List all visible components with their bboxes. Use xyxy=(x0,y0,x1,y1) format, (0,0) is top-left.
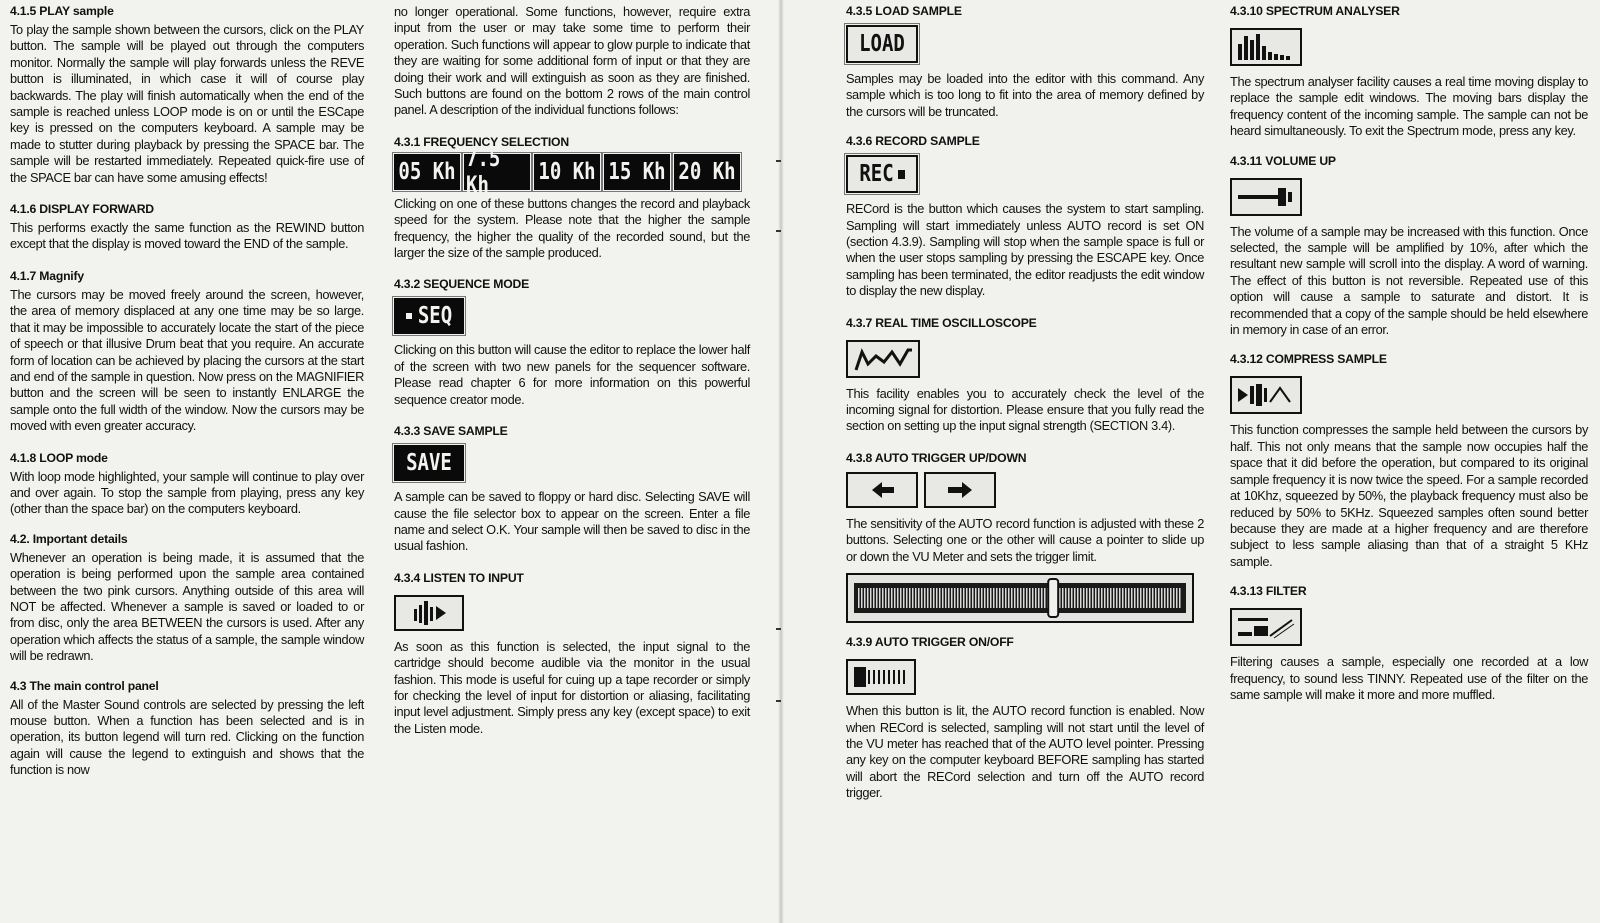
vu-meter-tick xyxy=(930,588,932,608)
vu-meter-tick xyxy=(954,588,956,608)
vu-meter-tick xyxy=(1032,588,1034,608)
volume-up-button[interactable] xyxy=(1230,178,1302,216)
vu-meter-tick xyxy=(1137,588,1139,608)
vu-meter-tick xyxy=(903,588,905,608)
vu-meter-tick xyxy=(1149,588,1151,608)
vu-meter-tick xyxy=(942,588,944,608)
compress-button[interactable] xyxy=(1230,376,1302,414)
column-2 xyxy=(394,4,750,737)
heading-4-3: 4.3 The main control panel xyxy=(10,678,159,693)
vu-meter-tick xyxy=(933,588,935,608)
listen-button[interactable] xyxy=(394,595,464,631)
arrow-right-icon xyxy=(926,474,994,506)
frequency-button-row xyxy=(394,145,750,199)
oscilloscope-button[interactable] xyxy=(846,340,920,378)
vu-meter-tick xyxy=(1098,588,1100,608)
seq-button[interactable]: SEQ xyxy=(394,298,464,334)
spectrum-button[interactable] xyxy=(1230,28,1302,66)
vu-meter-tick xyxy=(1143,588,1145,608)
vu-meter-tick xyxy=(1152,588,1154,608)
heading-4-3-2: 4.3.2 SEQUENCE MODE xyxy=(394,277,530,292)
compress-icon xyxy=(1232,378,1300,412)
vu-meter-tick xyxy=(924,588,926,608)
volume-slider-icon xyxy=(1232,180,1300,214)
save-button[interactable]: SAVE xyxy=(394,445,464,481)
vu-meter-tick xyxy=(1008,588,1010,608)
vu-meter-tick xyxy=(876,588,878,608)
paragraph-4-3-8: The sensitivity of the AUTO record function is adjusted with these 2 buttons. Selecting one or the other will cause a pointer to slide up or down the VU Meter and sets the trigger limit. xyxy=(846,515,1204,564)
vu-meter-tick xyxy=(996,588,998,608)
vu-meter-tick xyxy=(963,588,965,608)
freq-15-button[interactable]: 15 Kh xyxy=(604,154,670,190)
vu-meter-tick xyxy=(921,588,923,608)
vu-meter-tick xyxy=(888,588,890,608)
paragraph-4-3-12: This function compresses the sample held between the cursors by half. This not only means that the sample now occupies half the space that it did before the operation, but compared to its original sample frequency it is now twice the speed. For a sample recorded at 10Khz, squeezed by 50%, the playback frequency must also be reduced by 50% to 5KHz. Squeezed samples often sound better because they are made at a higher frequency and are therefore subject to less sample aliasing than that of a straight 5 KHz sample. xyxy=(1230,422,1588,569)
vu-meter-tick xyxy=(948,588,950,608)
vu-meter-tick xyxy=(966,588,968,608)
oscilloscope-wave-icon xyxy=(848,342,918,376)
heading-4-3-6: 4.3.6 RECORD SAMPLE xyxy=(846,134,980,149)
auto-trigger-icon xyxy=(848,661,914,693)
vu-meter-tick xyxy=(1134,588,1136,608)
vu-meter-tick xyxy=(879,588,881,608)
vu-meter-tick xyxy=(1146,588,1148,608)
vu-meter-tick xyxy=(975,588,977,608)
vu-meter-tick xyxy=(1176,588,1178,608)
vu-meter-tick xyxy=(861,588,863,608)
record-dot-icon xyxy=(898,170,905,179)
vu-meter-tick xyxy=(1014,588,1016,608)
column-3 xyxy=(846,4,1204,802)
vu-meter-tick xyxy=(1116,588,1118,608)
vu-meter-tick xyxy=(882,588,884,608)
freq-7-5-button[interactable]: 7.5 Kh xyxy=(464,154,530,190)
paragraph-4-3-4: As soon as this function is selected, the input signal to the cartridge should become audible via the monitor in the usual fashion. This mode is useful for cuing up a tape recorder or simply for checking the level of input for distortion or aliasing, facilitating input level adjustment. Simply press any key (except space) to exit the Listen mode. xyxy=(394,638,750,736)
vu-meter-tick xyxy=(1023,588,1025,608)
vu-meter-tick xyxy=(1113,588,1115,608)
freq-10-button[interactable]: 10 Kh xyxy=(534,154,600,190)
vu-meter-tick xyxy=(984,588,986,608)
vu-meter-tick xyxy=(1095,588,1097,608)
vu-meter-tick xyxy=(972,588,974,608)
heading-4-3-8: 4.3.8 AUTO TRIGGER UP/DOWN xyxy=(846,450,1027,465)
spectrum-bars-icon xyxy=(1232,30,1300,64)
vu-meter-tick xyxy=(1035,588,1037,608)
vu-meter-tick xyxy=(1128,588,1130,608)
vu-meter-tick xyxy=(1119,588,1121,608)
vu-meter-tick xyxy=(894,588,896,608)
vu-meter-tick xyxy=(990,588,992,608)
heading-4-1-7: 4.1.7 Magnify xyxy=(10,268,84,283)
paragraph-4-3-11: The volume of a sample may be increased with this function. Once selected, the sample will be amplified by 10%, after which the resultant new sample will scroll into the display. A word of warning. The effect of this button is not reversible. Repeated use of this option will cause a sample to saturate and distort. It is recommended that a copy of the sample should be held elsewhere in memory in case of an error. xyxy=(1230,223,1588,338)
vu-meter-tick xyxy=(1089,588,1091,608)
heading-4-3-10: 4.3.10 SPECTRUM ANALYSER xyxy=(1230,4,1400,18)
auto-trigger-button[interactable] xyxy=(846,659,916,695)
vu-meter-tick xyxy=(1017,588,1019,608)
vu-meter-tick xyxy=(1092,588,1094,608)
heading-4-3-9: 4.3.9 AUTO TRIGGER ON/OFF xyxy=(846,635,1014,650)
vu-meter-tick xyxy=(873,588,875,608)
freq-05-button[interactable]: 05 Kh xyxy=(394,154,460,190)
vu-meter-tick xyxy=(1074,588,1076,608)
binding-mark xyxy=(776,628,781,630)
vu-meter-tick xyxy=(945,588,947,608)
vu-meter-tick xyxy=(1044,588,1046,608)
vu-meter-tick xyxy=(909,588,911,608)
binding-mark xyxy=(776,230,781,232)
vu-meter-pointer[interactable] xyxy=(1048,579,1058,617)
paragraph-4-1-5: To play the sample shown between the cursors, click on the PLAY button. The sample will be played out through the computers monitor. Normally the sample will play forwards unless the REVE button is illuminated, in which case it will of course play backwards. The play will finish automatically when the end of the sample is reached unless LOOP mode is on or until the ESCape key is pressed on the computers keyboard. A sample may be made to stutter during playback by pressing the SPACE bar. The sample will be restarted immediately. Repeated quick-fire use of the SPACE bar can have some amusing effects! xyxy=(10,22,364,185)
vu-meter-tick xyxy=(1002,588,1004,608)
column-1 xyxy=(10,4,364,779)
vu-meter-tick xyxy=(1170,588,1172,608)
vu-meter-tick xyxy=(1104,588,1106,608)
vu-meter-tick xyxy=(1068,588,1070,608)
trigger-up-button[interactable] xyxy=(924,472,996,508)
auto-trigger-arrow-row xyxy=(846,472,1204,508)
vu-meter-tick xyxy=(918,588,920,608)
vu-meter-tick xyxy=(891,588,893,608)
vu-meter-tick xyxy=(1077,588,1079,608)
vu-meter-tick xyxy=(1125,588,1127,608)
listen-waveform-icon xyxy=(396,597,462,629)
vu-meter-tick xyxy=(858,588,860,608)
heading-4-1-8: 4.1.8 LOOP mode xyxy=(10,450,108,465)
heading-4-3-1: 4.3.1 FREQUENCY SELECTION xyxy=(394,134,569,149)
vu-meter-tick xyxy=(969,588,971,608)
paragraph-4-3-5: Samples may be loaded into the editor with this command. Any sample which is too long to fit into the area of memory defined by the cursors will be truncated. xyxy=(846,71,1204,119)
vu-meter-tick xyxy=(1167,588,1169,608)
vu-meter-tick xyxy=(1005,588,1007,608)
vu-meter-tick xyxy=(1065,588,1067,608)
vu-meter-tick xyxy=(1080,588,1082,608)
vu-meter-tick xyxy=(1161,588,1163,608)
vu-meter-tick xyxy=(897,588,899,608)
column-4 xyxy=(1230,4,1588,703)
vu-meter-tick xyxy=(1059,588,1061,608)
heading-4-2: 4.2. Important details xyxy=(10,531,128,546)
vu-meter-tick xyxy=(1071,588,1073,608)
paragraph-4-3-9: When this button is lit, the AUTO record function is enabled. Now when RECord is selected, sampling will not start until the level of the VU meter has reached that of the AUTO level pointer. Pressing any key on the computer keyboard BEFORE sampling has started will abort the RECord selection and turn off the AUTO record trigger. xyxy=(846,703,1204,801)
arrow-left-icon xyxy=(848,474,916,506)
freq-20-button[interactable]: 20 Kh xyxy=(674,154,740,190)
vu-meter-tick xyxy=(1158,588,1160,608)
paragraph-4-3-6: RECord is the button which causes the system to start sampling. Sampling will start immediately unless AUTO record is set ON (section 4.3.9). Sampling will stop when the sample space is full or when the user stops sampling by pressing the ESCAPE key. Once sampling has been terminated, the editor readjusts the edit window to display the new display. xyxy=(846,201,1204,299)
vu-meter-tick xyxy=(1155,588,1157,608)
paragraph-4-2: Whenever an operation is being made, it is assumed that the operation is being performed upon the sample area contained between the two pink cursors. Anything outside of this area will NOT be affected. Whenever a sample is saved or loaded to or from disc, only the area BETWEEN the cursors is used. After any operation which affects the status of a sample, the sample window will be redrawn. xyxy=(10,549,364,664)
vu-meter-tick xyxy=(906,588,908,608)
vu-meter-tick xyxy=(1122,588,1124,608)
paragraph-4-3-10: The spectrum analyser facility causes a real time moving display to replace the sample edit windows. The moving bars display the frequency content of the incoming sample. The sample can not be heard simultaneously. To exit the Spectrum mode, press any key. xyxy=(1230,74,1588,139)
vu-meter-tick xyxy=(978,588,980,608)
heading-4-3-3: 4.3.3 SAVE SAMPLE xyxy=(394,424,508,439)
vu-meter-tick xyxy=(912,588,914,608)
paragraph-4-3-2: Clicking on this button will cause the editor to replace the lower half of the screen with two new panels for the sequencer software. Please read chapter 6 for more information on this powerful sequence creator mode. xyxy=(394,342,750,407)
vu-meter-tick xyxy=(1086,588,1088,608)
vu-meter-tick xyxy=(927,588,929,608)
book-gutter xyxy=(778,0,784,923)
vu-meter-tick xyxy=(1062,588,1064,608)
heading-4-1-6: 4.1.6 DISPLAY FORWARD xyxy=(10,202,154,217)
vu-meter-tick xyxy=(1011,588,1013,608)
vu-meter-scale xyxy=(848,575,1192,621)
paragraph-4-3-continued: no longer operational. Some functions, however, require extra input from the user or may take some time to perform their operation. Such functions will appear to glow purple to indicate that they are waiting for some additional form of input or that they are doing their work and will extinguish as soon as they are finished. Such buttons are found on the bottom 2 rows of the main control panel. A description of the individual functions follows: xyxy=(394,4,750,118)
vu-meter-tick xyxy=(1179,588,1181,608)
vu-meter-tick xyxy=(867,588,869,608)
heading-4-3-4: 4.3.4 LISTEN TO INPUT xyxy=(394,570,524,585)
vu-meter-tick xyxy=(987,588,989,608)
paragraph-4-1-8: With loop mode highlighted, your sample will continue to play over and over again. To stop the sample from playing, press any key (other than the space bar) on the computers keyboard. xyxy=(10,468,364,517)
binding-mark xyxy=(776,160,781,162)
filter-icon xyxy=(1232,610,1300,644)
paragraph-4-3-3: A sample can be saved to floppy or hard disc. Selecting SAVE will cause the file selector box to appear on the screen. Enter a file name and select O.K. Your sample will then be saved to disc in the usual fashion. xyxy=(394,489,750,554)
heading-4-3-13: 4.3.13 FILTER xyxy=(1230,584,1307,599)
paragraph-4-1-6: This performs exactly the same function as the REWIND button except that the display is moved toward the END of the sample. xyxy=(10,220,364,252)
vu-meter-tick xyxy=(999,588,1001,608)
vu-meter-tick xyxy=(1026,588,1028,608)
load-button[interactable]: LOAD xyxy=(846,25,918,63)
heading-4-1-5: 4.1.5 PLAY sample xyxy=(10,4,114,18)
vu-meter-tick xyxy=(939,588,941,608)
vu-meter[interactable] xyxy=(846,573,1194,623)
vu-meter-tick xyxy=(1020,588,1022,608)
heading-4-3-11: 4.3.11 VOLUME UP xyxy=(1230,153,1336,168)
vu-meter-tick xyxy=(951,588,953,608)
vu-meter-tick xyxy=(900,588,902,608)
heading-4-3-5: 4.3.5 LOAD SAMPLE xyxy=(846,4,962,18)
vu-meter-tick xyxy=(864,588,866,608)
vu-meter-tick xyxy=(870,588,872,608)
trigger-down-button[interactable] xyxy=(846,472,918,508)
vu-meter-tick xyxy=(993,588,995,608)
vu-meter-tick xyxy=(957,588,959,608)
binding-mark xyxy=(776,700,781,702)
vu-meter-tick xyxy=(1083,588,1085,608)
vu-meter-tick xyxy=(1038,588,1040,608)
vu-meter-tick xyxy=(1029,588,1031,608)
vu-meter-tick xyxy=(1107,588,1109,608)
paragraph-4-3-7: This facility enables you to accurately check the level of the incoming signal for distortion. Please ensure that you fully read the section on setting up the input signal strength (SECTION 3.4). xyxy=(846,385,1204,434)
vu-meter-tick xyxy=(1140,588,1142,608)
record-button[interactable]: REC xyxy=(846,155,918,193)
vu-meter-tick xyxy=(1131,588,1133,608)
vu-meter-tick xyxy=(885,588,887,608)
paragraph-4-1-7: The cursors may be moved freely around the screen, however, the area of memory displaced at any one time may be so large. that it may be impossible to accurately locate the start of the piece of speech or that illusive Drum beat that you require. An accurate form of location can be achieved by placing the cursors at the start and end of the sample in question. Now press on the MAGNIFIER button and the screen will be seen to instantly ENLARGE the sample onto the full width of the window. Now the cursors may be moved with even greater accuracy. xyxy=(10,286,364,434)
vu-meter-tick xyxy=(981,588,983,608)
vu-meter-tick xyxy=(1041,588,1043,608)
vu-meter-tick xyxy=(1101,588,1103,608)
vu-meter-tick xyxy=(1173,588,1175,608)
vu-meter-tick xyxy=(1164,588,1166,608)
seq-dot-icon xyxy=(406,313,412,319)
vu-meter-tick xyxy=(915,588,917,608)
paragraph-4-3: All of the Master Sound controls are selected by pressing the left mouse button. When a function has been selected and is in operation, its button legend will turn red. Clicking on the function again will cause the legend to extinguish and shows that the function is now xyxy=(10,696,364,778)
vu-meter-tick xyxy=(1110,588,1112,608)
heading-4-3-12: 4.3.12 COMPRESS SAMPLE xyxy=(1230,352,1387,367)
vu-meter-tick xyxy=(936,588,938,608)
filter-button[interactable] xyxy=(1230,608,1302,646)
paragraph-4-3-1: Clicking on one of these buttons changes the record and playback speed for the system. Please note that the higher the sample frequency, the higher the quality of the recorded sound, but the larger the size of the sample produced. xyxy=(394,195,750,261)
paragraph-4-3-13: Filtering causes a sample, especially one recorded at a low frequency, to sound less TINNY. Repeated use of the filter on the same sample will make it more and more muffled. xyxy=(1230,654,1588,702)
heading-4-3-7: 4.3.7 REAL TIME OSCILLOSCOPE xyxy=(846,315,1037,330)
vu-meter-tick xyxy=(960,588,962,608)
